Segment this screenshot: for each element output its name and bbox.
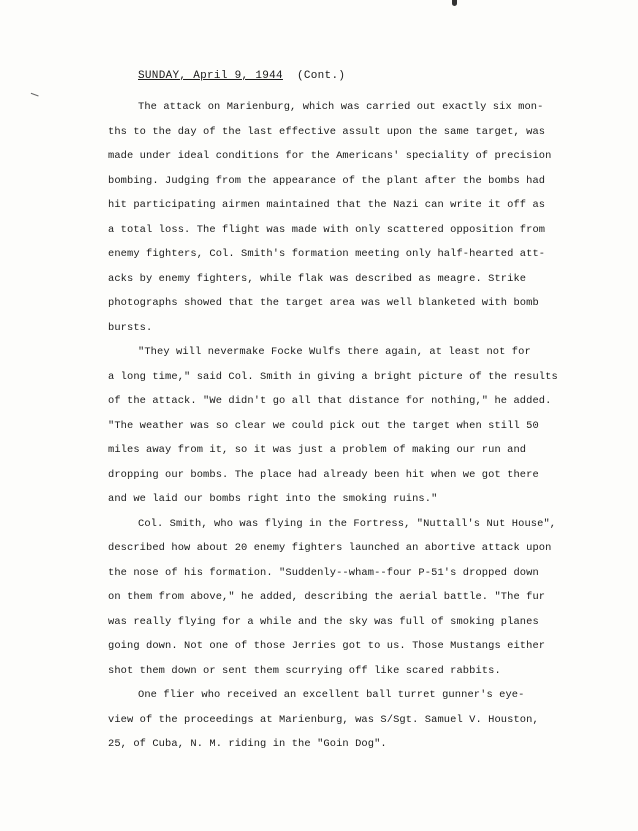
text-line: Col. Smith, who was flying in the Fortress, "Nuttall's Nut House", bbox=[138, 517, 557, 530]
text-line: ths to the day of the last effective assult upon the same target, was bbox=[108, 125, 546, 138]
text-line: The attack on Marienburg, which was carried out exactly six mon- bbox=[138, 101, 544, 113]
heading-date: SUNDAY, April 9, 1944 bbox=[138, 70, 283, 82]
text-line: One flier who received an excellent ball turret gunner's eye- bbox=[138, 689, 525, 701]
text-line: acks by enemy fighters, while flak was described as meagre. Strike bbox=[108, 272, 527, 285]
text-line: bursts. bbox=[108, 321, 153, 334]
text-line: a total loss. The flight was made with only scattered opposition from bbox=[108, 223, 546, 236]
ink-smudge bbox=[452, 0, 457, 6]
text-line: going down. Not one of those Jerries got to us. Those Mustangs either bbox=[108, 640, 546, 652]
text-line: dropping our bombs. The place had already been hit when we got there bbox=[108, 468, 539, 481]
ink-mark bbox=[29, 93, 38, 100]
text-line: made under ideal conditions for the Americans' speciality of precision bbox=[108, 150, 552, 162]
text-line: enemy fighters, Col. Smith's formation meeting only half-hearted att- bbox=[108, 248, 546, 260]
text-line: 25, of Cuba, N. M. riding in the "Goin Dog". bbox=[108, 738, 387, 750]
page-heading bbox=[138, 70, 345, 82]
text-line: and we laid our bombs right into the smoking ruins." bbox=[108, 493, 438, 505]
text-line: "They will nevermake Focke Wulfs there again, at least not for bbox=[138, 346, 531, 358]
text-line: a long time," said Col. Smith in giving a bright picture of the results bbox=[108, 370, 558, 383]
heading-continued: (Cont.) bbox=[296, 70, 346, 82]
text-line: bombing. Judging from the appearance of the plant after the bombs had bbox=[108, 174, 546, 187]
text-line: view of the proceedings at Marienburg, was S/Sgt. Samuel V. Houston, bbox=[108, 713, 539, 726]
text-line: hit participating airmen maintained that the Nazi can write it off as bbox=[108, 199, 546, 211]
text-line: on them from above," he added, describing the aerial battle. "The fur bbox=[108, 591, 546, 603]
text-line: described how about 20 enemy fighters launched an abortive attack upon bbox=[108, 542, 552, 554]
text-line: shot them down or sent them scurrying off like scared rabbits. bbox=[108, 664, 501, 677]
text-line: was really flying for a while and the sky was full of smoking planes bbox=[108, 615, 539, 628]
text-line: miles away from it, so it was just a problem of making our run and bbox=[108, 444, 527, 456]
text-line: "The weather was so clear we could pick out the target when still 50 bbox=[108, 419, 539, 432]
document-body bbox=[108, 95, 563, 757]
text-line: photographs showed that the target area was well blanketed with bomb bbox=[108, 297, 539, 309]
text-line: the nose of his formation. "Suddenly--wham--four P-51's dropped down bbox=[108, 566, 539, 579]
text-line: of the attack. "We didn't go all that distance for nothing," he added. bbox=[108, 395, 552, 407]
